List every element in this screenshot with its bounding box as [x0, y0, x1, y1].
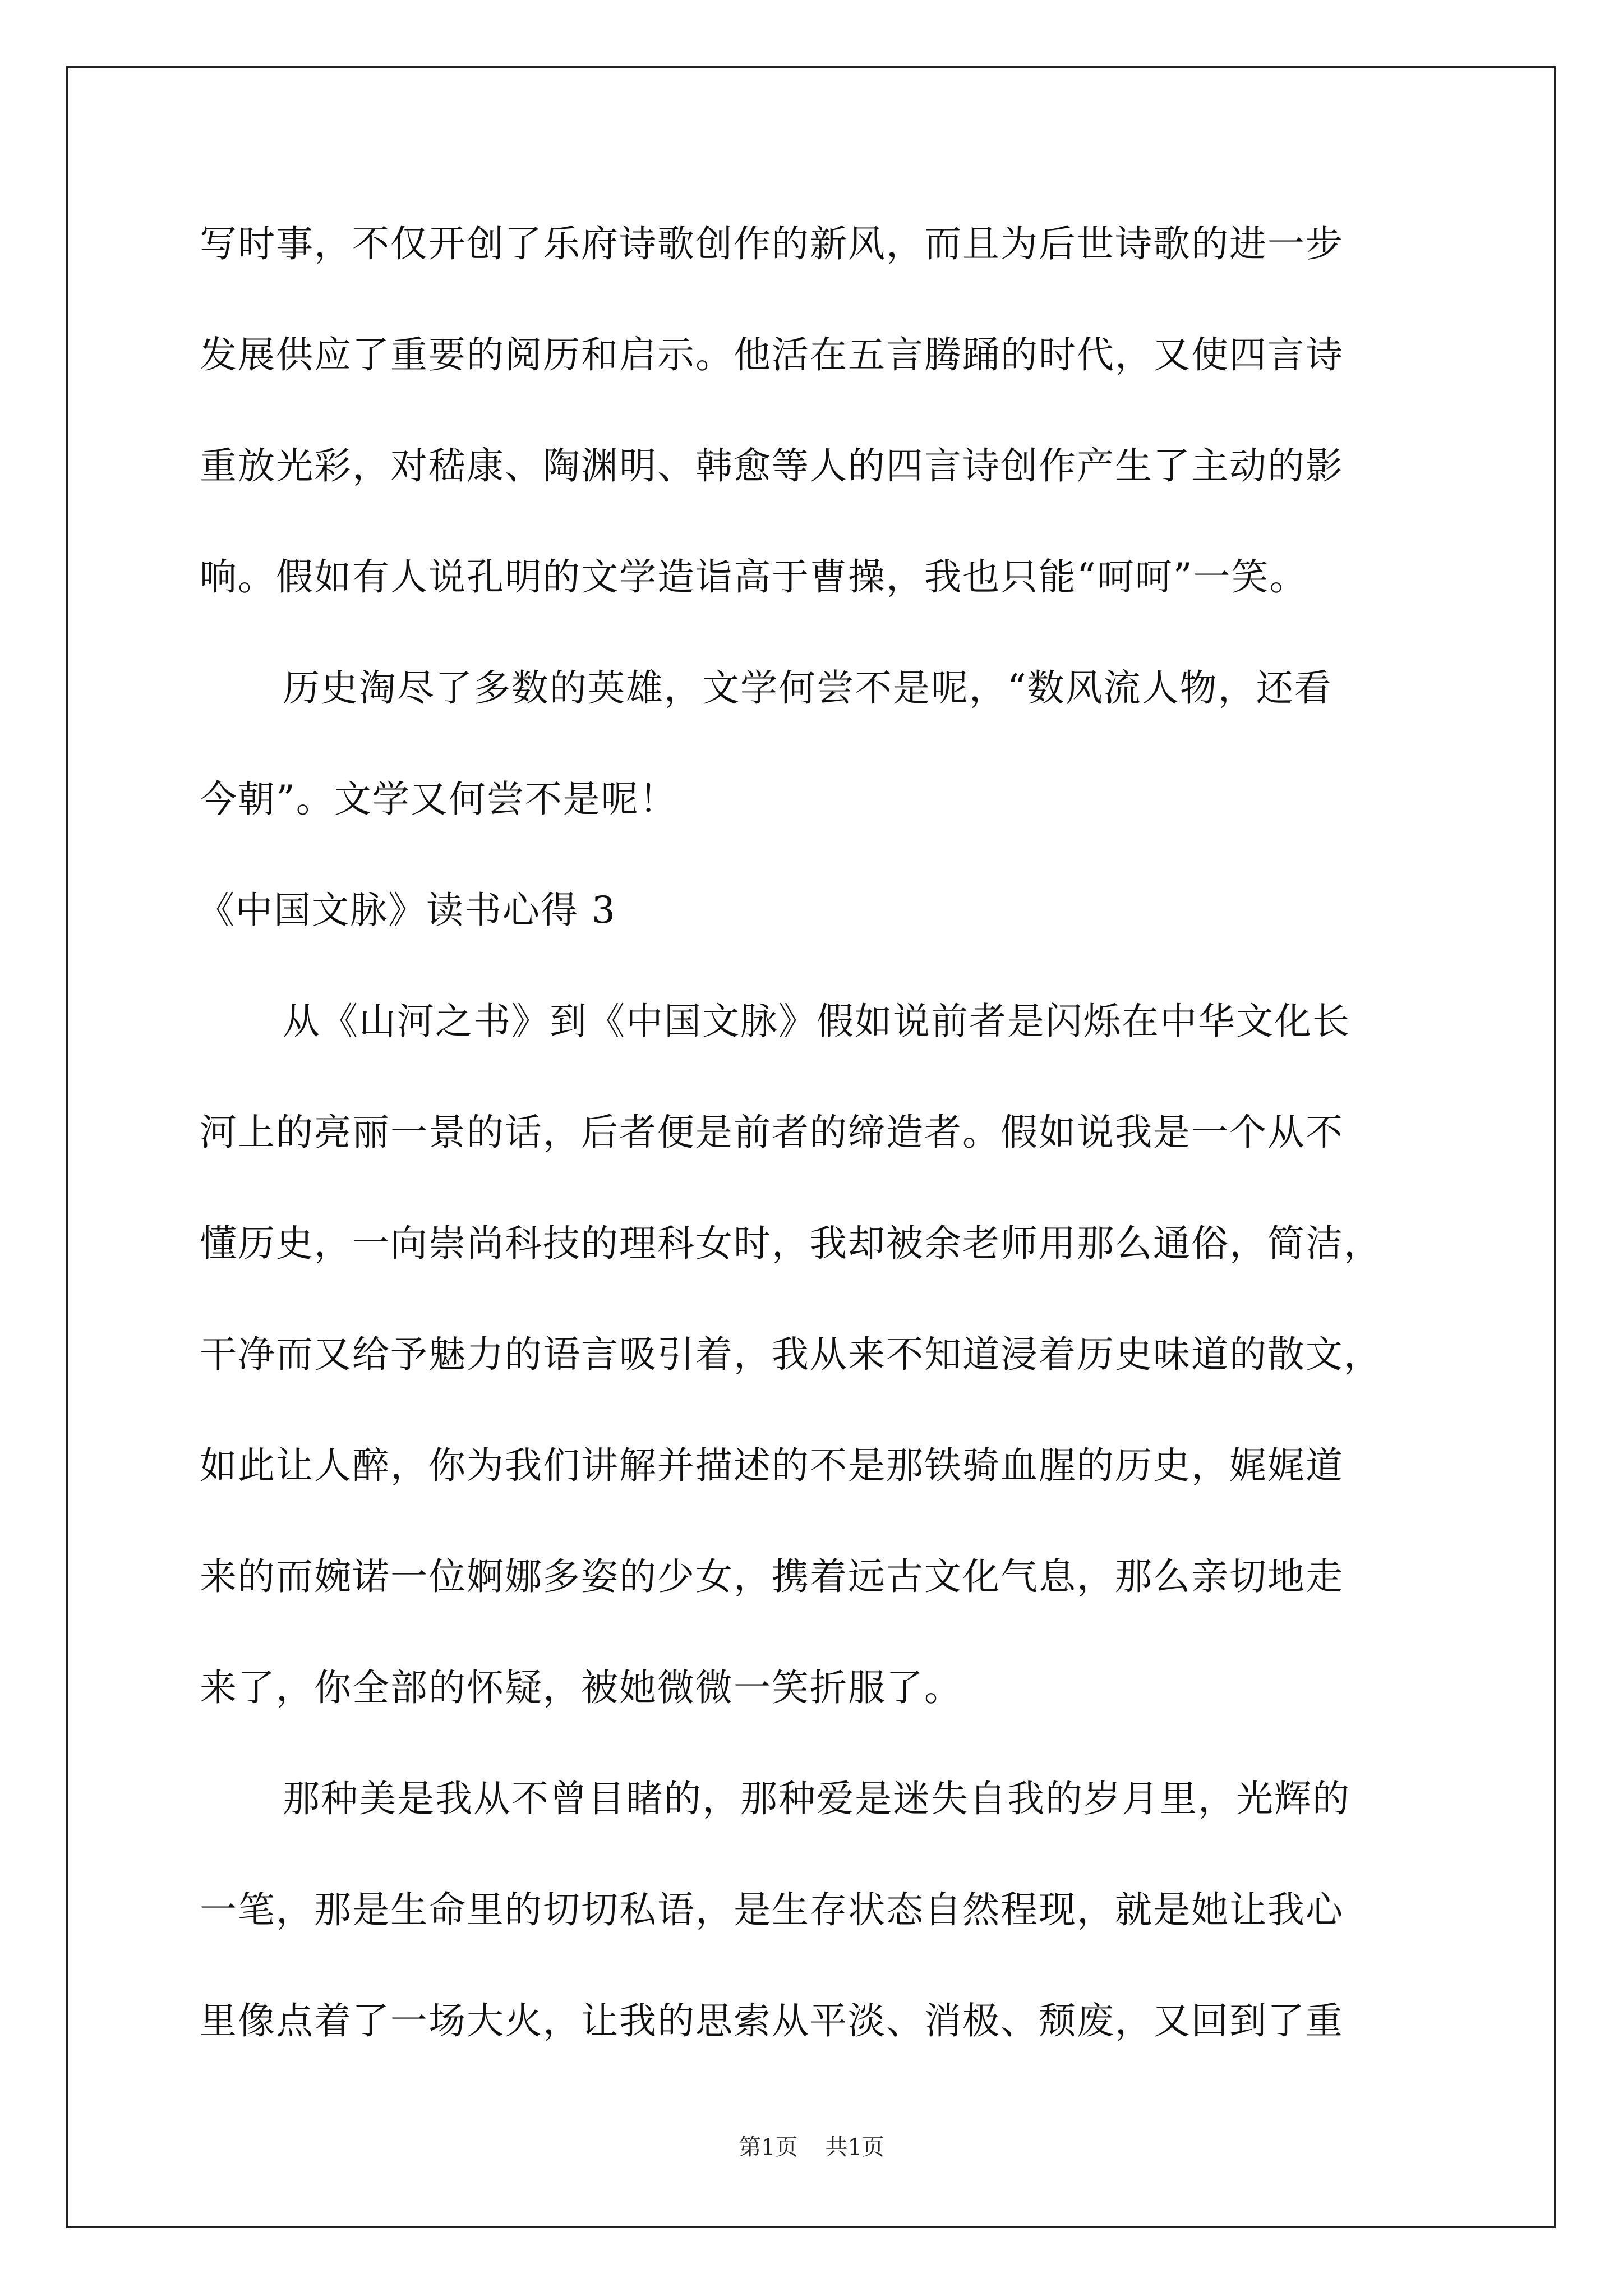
- text-line-6: 今朝”。文学又何尝不是呢！: [200, 777, 677, 821]
- section-line-6: 来的而婉诺一位婀娜多姿的少女，携着远古文化气息，那么亲切地走: [200, 1555, 1344, 1598]
- text-line-5: 历史淘尽了多数的英雄，文学何尝不是呢，“数风流人物，还看: [283, 666, 1332, 710]
- text-line-1: 写时事，不仅开创了乐府诗歌创作的新风，而且为后世诗歌的进一步: [200, 222, 1344, 265]
- section-line-3: 懂历史，一向崇尚科技的理科女时，我却被余老师用那么通俗，简洁，: [200, 1222, 1382, 1265]
- text-line-2: 发展供应了重要的阅历和启示。他活在五言腾踊的时代，又使四言诗: [200, 333, 1344, 376]
- section-line-4: 干净而又给予魅力的语言吸引着，我从来不知道浸着历史味道的散文，: [200, 1333, 1382, 1376]
- section-line-7: 来了，你全部的怀疑，被她微微一笑折服了。: [200, 1666, 962, 1709]
- text-line-4: 响。假如有人说孔明的文学造诣高于曹操，我也只能“呵呵”一笑。: [200, 555, 1308, 599]
- section-line-9: 一笔，那是生命里的切切私语，是生存状态自然程现，就是她让我心: [200, 1888, 1344, 1931]
- page-number: 第1页: [739, 2134, 798, 2160]
- document-body: [197, 213, 1433, 2101]
- section-line-10: 里像点着了一场大火，让我的思索从平淡、消极、颓废，又回到了重: [200, 1999, 1344, 2042]
- section-line-1: 从《山河之书》到《中国文脉》假如说前者是闪烁在中华文化长: [283, 1000, 1350, 1043]
- page-total: 共1页: [825, 2134, 884, 2160]
- section-line-2: 河上的亮丽一景的话，后者便是前者的缔造者。假如说我是一个从不: [200, 1111, 1344, 1154]
- section-line-5: 如此让人醉，你为我们讲解并描述的不是那铁骑血腥的历史，娓娓道: [200, 1444, 1344, 1487]
- section-line-8: 那种美是我从不曾目睹的，那种爱是迷失自我的岁月里，光辉的: [283, 1777, 1350, 1820]
- page-footer: [0, 2131, 1623, 2164]
- section-title: 《中国文脉》读书心得 3: [197, 889, 616, 932]
- text-line-3: 重放光彩，对嵇康、陶渊明、韩愈等人的四言诗创作产生了主动的影: [200, 444, 1344, 487]
